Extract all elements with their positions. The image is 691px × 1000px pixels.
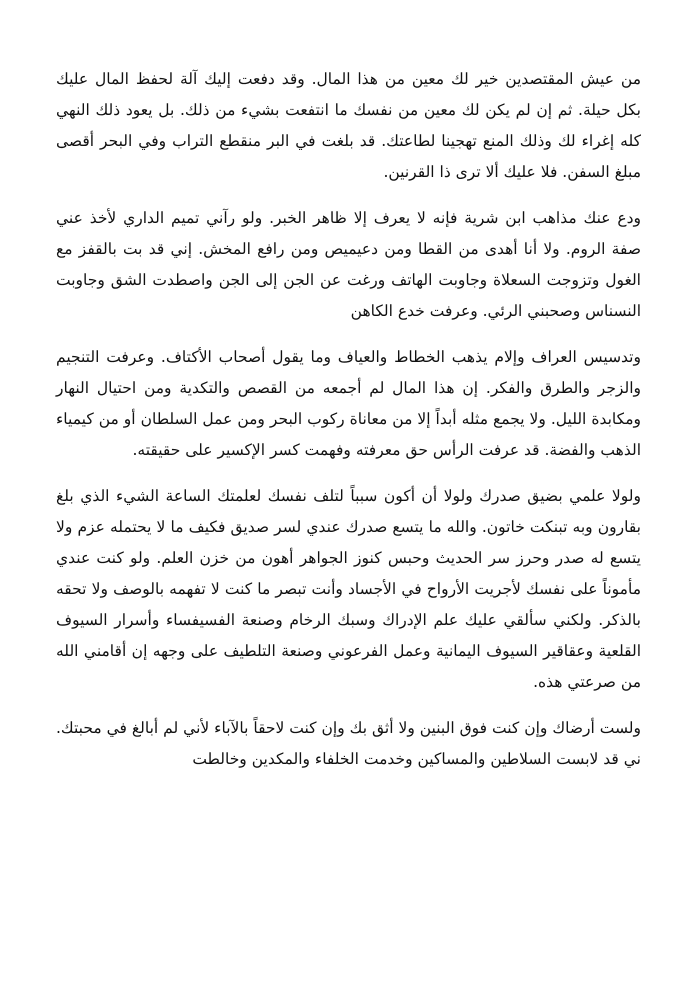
document-body [56,64,641,790]
paragraph-1: من عيش المقتصدين خير لك معين من هذا المال. وقد دفعت إليك آلة لحفظ المال عليك بكل حيلة. ثم إن لم يكن لك معين من نفسك ما انتفعت بشيء من ذلك. بل يعود ذلك النهي كله إغراء لك وذلك المنع تهجينا لطاعتك. قد بلغت في البر منقطع التراب وفي البحر أقصى مبلغ السفن. فلا عليك ألا ترى ذا القرنين. [56,70,641,181]
paragraph-4: ولولا علمي بضيق صدرك ولولا أن أكون سبباً لتلف نفسك لعلمتك الساعة الشيء الذي بلغ بقارون وبه تبنكت خاتون. والله ما يتسع صدرك عندي لسر صديق فكيف ما لا يحتمله عزم ولا يتسع له صدر وحرز سر الحديث وحبس كنوز الجواهر أهون من خزن العلم. ولو كنت عندي مأموناً على نفسك لأجريت الأرواح في الأجساد وأنت تبصر ما كنت لا تفهمه بالوصف ولا تحقه بالذكر. ولكني سألقي عليك علم الإدراك وسبك الرخام وصنعة الفسيفساء وأسرار السيوف القلعية وعقاقير السيوف اليمانية وعمل الفرعوني وصنعة التلطيف على وجهه إن أقامني الله من صرعتي هذه. [56,487,641,691]
paragraph-2: ودع عنك مذاهب ابن شرية فإنه لا يعرف إلا ظاهر الخبر. ولو رآني تميم الداري لأخذ عني صفة الروم. ولا أنا أهدى من القطا ومن دعيميص ومن رافع المخش. إني قد بت بالقفز مع الغول وتزوجت السعلاة وجاوبت الهاتف ورغت عن الجن إلى الجن واصطدت الشق وجاوبت النسناس وصحبني الرئي. وعرفت خدع الكاهن [56,209,641,320]
paragraph-3: وتدسيس العراف وإلام يذهب الخطاط والعياف وما يقول أصحاب الأكتاف. وعرفت التنجيم والزجر والطرق والفكر. إن هذا المال لم أجمعه من القصص والتكدية ومن احتيال النهار ومكابدة الليل. ولا يجمع مثله أبداً إلا من معاناة ركوب البحر ومن عمل السلطان أو من كيمياء الذهب والفضة. قد عرفت الرأس حق معرفته وفهمت كسر الإكسير على حقيقته. [56,348,641,459]
paragraph-5: ولست أرضاك وإن كنت فوق البنين ولا أثق بك وإن كنت لاحقاً بالآباء لأني لم أبالغ في محبتك. ني قد لابست السلاطين والمساكين وخدمت الخلفاء والمكدين وخالطت [56,719,641,768]
